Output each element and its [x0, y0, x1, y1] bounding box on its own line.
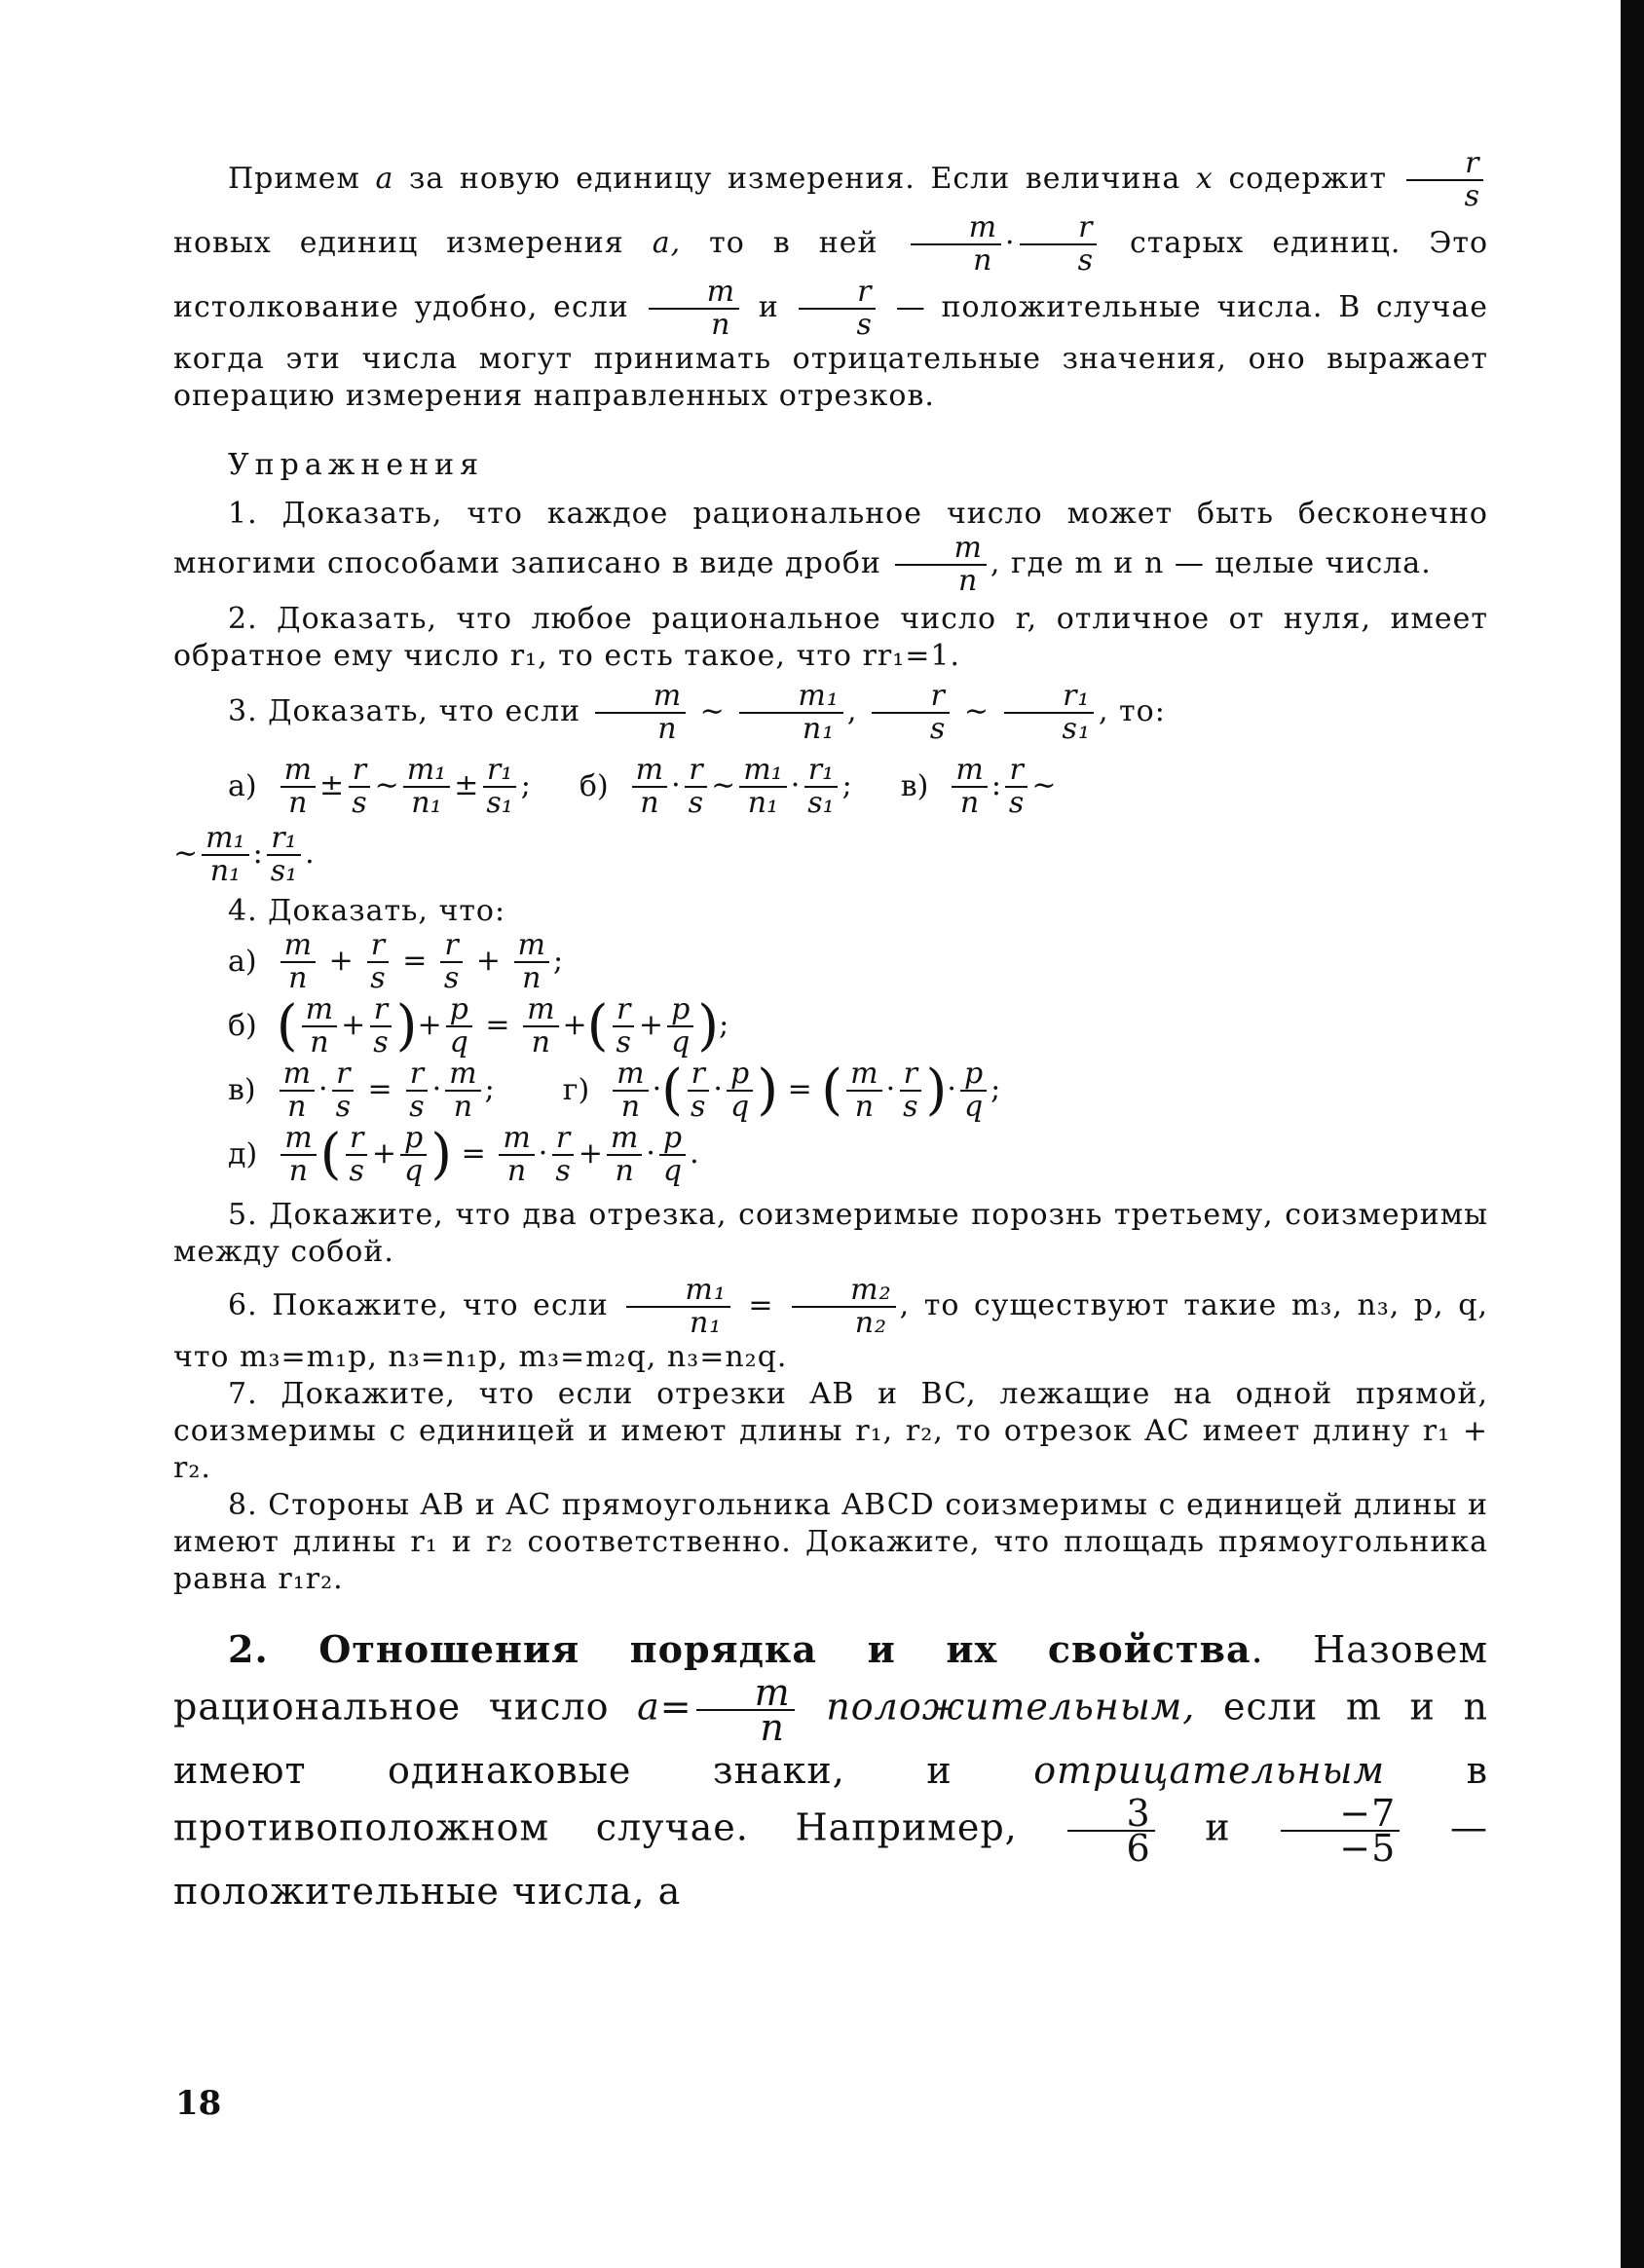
fraction-3-6: $\frac{3}{6}$: [1067, 1797, 1154, 1865]
exercise-8: 8. Стороны AB и AC прямоугольника ABCD соизмеримы с единицей длины и имеют длины r₁ и r₂ соответственно. Докажите, что площадь прямоугольника равна r₁r₂.: [173, 1488, 1488, 1596]
exercise-3-cont: ∼ $\frac{\text{m₁}}{\text{n₁}}$ : $\frac{\text{r₁}}{\text{s₁}}$ .: [173, 821, 315, 888]
fraction-m-n: $\frac{m}{n}$: [895, 533, 986, 597]
fraction-m-n: $\frac{m}{n}$: [911, 212, 1001, 277]
page-number: 18: [175, 2084, 222, 2123]
section-title: 2. Отношения порядка и их свойства: [228, 1627, 1252, 1671]
fraction-r-s: $\frac{r}{s}$: [799, 277, 877, 341]
exercise-2: 2. Доказать, что любое рациональное число r, отличное от нуля, имеет обратное ему число r₁, то есть такое, что rr₁=1.: [173, 602, 1488, 673]
exercise-7: 7. Докажите, что если отрезки AB и BC, лежащие на одной прямой, соизмеримы с единицей и имеют длины r₁, r₂, то отрезок AC имеет длину r₁ + r₂.: [173, 1377, 1488, 1485]
exercises: [173, 448, 1488, 1917]
fraction-r-s: $\frac{r}{s}$: [1406, 148, 1484, 212]
exercise-3: 3. Доказать, что если $\frac{m}{n}$ ∼ $\frac{\text{m₁}}{\text{n₁}}$ , $\frac{r}{s}$ ∼ $\frac{\text{r₁}}{\text{s₁}}$ , то:: [228, 679, 1166, 746]
exercise-4-items: а) $\frac{m}{n}$ + $\frac{r}{s}$ = $\frac{r}{s}$ + $\frac{m}{n}$ ; б) ( $\frac{m}{n}$ + $\frac{r}{s}$ )+ $\frac{p}{q}$ = $\frac{m}{n}$ +( $\frac{r}{s}$ + $\frac{p}{q}$ ); в) $\frac{m}{n}$ · $\frac{r}{s}$ = $\frac{r}{s}$ · $\frac{m}{n}$ ; г) $\frac{m}{n}$ ·( $\frac{r}{s}$ · $\frac{p}{q}$ ) = ( $\frac{m}{n}$ · $\frac{r}{s}$ )· $\frac{p}{q}$ ; д) $\frac{m}{n}$ ( $\frac{r}{s}$ + $\frac{p}{q}$ ) = $\frac{m}{n}$ · $\frac{r}{s}$ + $\frac{m}{n}$ · $\frac{p}{q}$ .: [228, 928, 1001, 1188]
intro-paragraph: Примем a за новую единицу измерения. Если величина x содержит $\frac{r}{s}$ новых единиц измерения a, то в ней $\frac{m}{n}$ · $\frac{r}{s}$ старых единиц. Это истолкование удобно, если $\frac{m}{n}$ и $\frac{r}{s}$ — положительные числа. В случае когда эти числа могут принимать отрицательные значения, оно выражает операцию измерения направленных отрезков.: [173, 146, 1489, 413]
page-edge-shadow: [1621, 0, 1644, 2268]
exercise-6: 6. Покажите, что если $\frac{\text{m₁}}{\text{n₁}}$ = $\frac{\text{m₂}}{\text{n₂}}$ , то существуют такие m₃, n₃, p, q, что m₃=m₁p, n₃=n₁p, m₃=m₂q, n₃=n₂q.: [173, 1273, 1488, 1374]
exercise-4: 4. Доказать, что:: [228, 894, 506, 928]
exercise-1: 1. Доказать, что каждое рациональное число может быть бесконечно многими способами записано в виде дроби $\frac{m}{n}$ , где m и n — целые числа.: [173, 497, 1488, 598]
fraction-r-s: $\frac{r}{s}$: [1020, 212, 1098, 277]
exercise-5: 5. Докажите, что два отрезка, соизмеримые порознь третьему, соизмеримы между собой.: [173, 1198, 1488, 1269]
exercise-3-items: а) $\frac{m}{n}$ ± $\frac{r}{s}$ ∼ $\frac{\text{m₁}}{\text{n₁}}$ ± $\frac{\text{r₁}}{\text{s₁}}$ ; б) $\frac{m}{n}$ · $\frac{r}{s}$ ∼ $\frac{\text{m₁}}{\text{n₁}}$ · $\frac{\text{r₁}}{\text{s₁}}$ ; в) $\frac{m}{n}$ : $\frac{r}{s}$ ∼: [228, 753, 1057, 820]
text: Примем: [228, 162, 360, 196]
section-2: 2. Отношения порядка и их свойства. Назовем рациональное число a= $\frac{m}{n}$ положительным, если m и n имеют одинаковые знаки, и отрицательным в противоположном случае. Например, $\frac{3}{6}$ и $\frac{-7}{-5}$ — положительные числа, а: [173, 1627, 1489, 1913]
fraction-m-n: $\frac{m}{n}$: [649, 277, 739, 341]
exercises-heading: Упражнения: [228, 448, 485, 482]
fraction-neg7-neg5: $\frac{-7}{-5}$: [1281, 1797, 1400, 1865]
